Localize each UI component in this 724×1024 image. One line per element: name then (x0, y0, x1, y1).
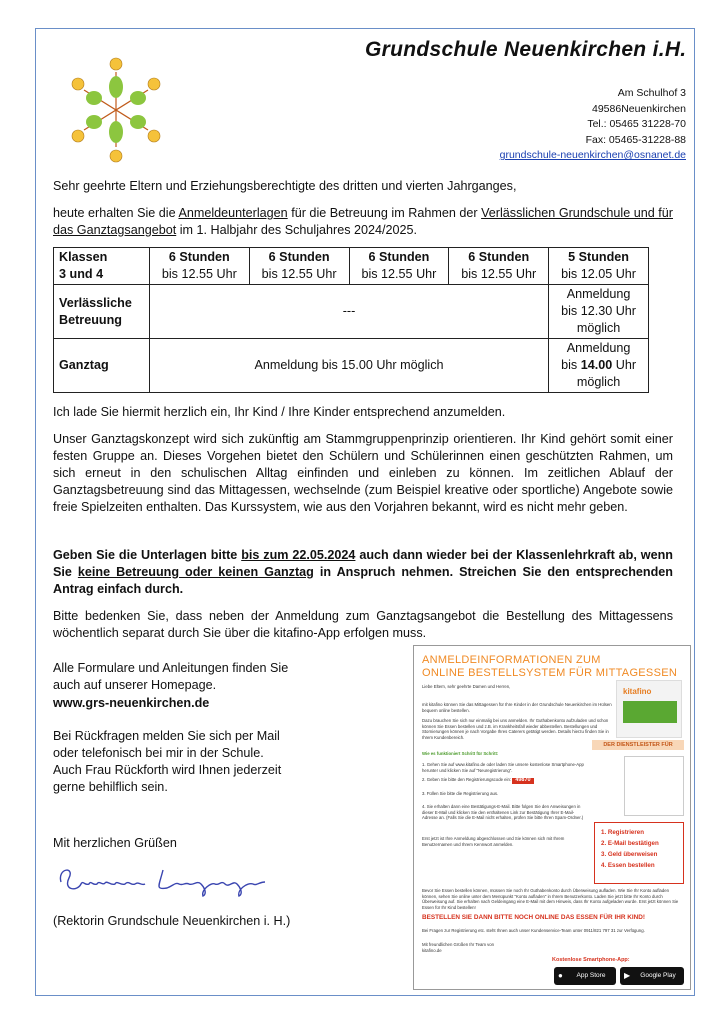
google-play-badge[interactable] (620, 967, 684, 985)
step-confirm-email: 2. E-Mail bestätigen (601, 840, 659, 847)
signature (55, 860, 285, 900)
google-play-label: Google Play (640, 972, 676, 979)
table-row (54, 248, 649, 285)
intro-text: für die Betreuung im Rahmen der (287, 206, 482, 220)
table-cell (449, 248, 549, 285)
address-city: 49586Neuenkirchen (592, 102, 686, 115)
cell-text: Klassen (59, 250, 108, 264)
steps-box (594, 822, 684, 884)
invite-paragraph: Ich lade Sie hiermit herzlich ein, Ihr Kind / Ihre Kinder entsprechend anzumelden. (53, 405, 506, 419)
table-cell (549, 339, 649, 393)
table-cell (54, 248, 150, 285)
step-transfer-money: 3. Geld überweisen (601, 851, 658, 858)
table-cell: Ganztag (54, 339, 150, 393)
app-store-badge[interactable] (554, 967, 616, 985)
step-register: 1. Registrieren (601, 829, 644, 836)
flyer-step-text: 2. Geben Sie bitte den Registrierungscode ein: (422, 777, 512, 782)
cell-text: Uhr (612, 358, 637, 372)
intro-paragraph (53, 205, 673, 239)
return-deadline: bis zum 22.05.2024 (241, 548, 356, 562)
table-cell (249, 248, 349, 285)
cell-text (552, 357, 645, 374)
flyer-text: Mit freundlichen Grüßen Ihr Team von kitafino.de (422, 942, 495, 953)
address-street: Am Schulhof 3 (617, 87, 686, 99)
return-text: auch dann wieder bei der Klassenlehrkraft ab, wenn Sie (53, 548, 673, 579)
signer-title: (Rektorin Grundschule Neuenkirchen i. H.) (53, 914, 291, 928)
table-row (54, 339, 649, 393)
return-paragraph (53, 547, 673, 598)
intro-underline-1: Anmeldeunterlagen (178, 206, 288, 220)
school-logo (66, 52, 166, 167)
table-cell (54, 285, 150, 339)
app-store-label: App Store (576, 972, 606, 979)
kitafino-banner (623, 701, 677, 723)
cell-text: 5 Stunden (568, 250, 629, 264)
table-row (54, 285, 649, 339)
kitafino-logo-box (616, 680, 682, 738)
cell-text: Verlässliche (59, 295, 132, 310)
return-text: in Anspruch nehmen. Streichen Sie den entsprechenden Antrag einfach durch. (53, 565, 673, 596)
flyer-text: Dazu brauchen Sie sich nur einmalig bei uns anmelden. Ihr Guthabenkonto aufzuladen und schon können Sie Essen bestellen und z.B. im Krankheitsfall wieder abbestellen. Bestellungen und Stornierungen können je nach Vorgabe Ihres Caterers getätigt werden. Details hierzu finden Sie in Ihrem Kundenbereich. (422, 718, 609, 740)
homepage-link[interactable]: www.grs-neuenkirchen.de (53, 696, 210, 710)
meal-paragraph: Bitte bedenken Sie, dass neben der Anmeldung zum Ganztagsangebot die Bestellung des Mittagessens wöchentlich separat durch Sie über die kitafino-App erfolgen muss. (53, 609, 673, 640)
registration-code: 49870 (512, 778, 533, 784)
address-fax: Fax: 05465-31228-88 (585, 133, 686, 146)
table-cell (349, 248, 449, 285)
cell-text: 6 Stunden (268, 250, 330, 264)
flyer-step: 4. Sie erhalten dann eine Bestätigungs-E-Mail. Bitte folgen Sie den Anweisungen in dieser E-Mail und klicken Sie den enthaltenen Link zur Bestätigung Ihrer E-Mail-Adresse an. (Falls Sie die E-Mail nicht erhalten, prüfen Sie bitte Ihren Spam-Ordner.) (422, 804, 584, 821)
cell-text: 14.00 (580, 358, 613, 372)
address-phone: Tel.: 05465 31228-70 (587, 118, 686, 131)
flyer-title (422, 654, 682, 680)
cell-text: 6 Stunden (468, 250, 530, 264)
cell-text: bis 12.30 Uhr (561, 304, 636, 318)
cell-text: bis 12.05 Uhr (561, 267, 636, 281)
table-cell: --- (149, 285, 548, 339)
cell-text: möglich (576, 375, 621, 389)
cell-text: bis 12.55 Uhr (361, 267, 437, 281)
flyer-greeting: Liebe Eltern, sehr geehrte Damen und Herren, (422, 684, 511, 689)
cell-text: Anmeldung (566, 341, 631, 355)
return-text: Geben Sie die Unterlagen bitte (53, 548, 242, 562)
cell-text: 3 und 4 (59, 267, 104, 281)
table-cell: Anmeldung bis 15.00 Uhr möglich (149, 339, 548, 393)
table-cell (149, 248, 249, 285)
flyer-title-line: ANMELDEINFORMATIONEN ZUM (422, 654, 601, 666)
kitafino-logo: kitafino (623, 687, 652, 696)
questions-paragraph: Bei Rückfragen melden Sie sich per Mail oder telefonisch bei mir in der Schule. Auch Frau Rückforth wird Ihnen jederzeit gerne behilflich sein. (53, 729, 282, 794)
flyer-text: Bei Fragen zur Registrierung etc. steht Ihnen auch unser Kundenservice-Team unter 0911/821 797 31 zur Verfügung. (422, 928, 645, 933)
cell-text: Anmeldung (566, 287, 631, 301)
flyer-step: 1. Gehen Sie auf www.kitafino.de oder laden Sie unsere kostenlose Smartphone-App herunter und klicken Sie auf "Neuregistrierung". (422, 762, 584, 773)
intro-text: im 1. Halbjahr des Schuljahres 2024/2025. (176, 223, 418, 237)
email-link[interactable]: grundschule-neuenkirchen@osnanet.de (499, 149, 686, 162)
cell-text: bis 12.55 Uhr (261, 267, 337, 281)
intro-underline-2: Verlässlichen Grundschule und für das Ganztagsangebot (53, 206, 673, 237)
flyer-cta: BESTELLEN SIE DANN BITTE NOCH ONLINE DAS ESSEN FÜR IHR KIND! (422, 914, 645, 921)
step-order-food: 4. Essen bestellen (601, 862, 655, 869)
kitafino-flyer (413, 645, 691, 990)
concept-paragraph: Unser Ganztagskonzept wird sich zukünftig am Stammgruppenprinzip orientieren. Ihr Kind gehört somit einer festen Gruppe an. Dieses Vorgehen bietet den Schülern und Schülerinnen einen geschützten Rahmen, um sich erneut in den schulischen Alltag einfinden und einleben zu können. Im zeitlichen Ablauf der Ganztagsbetreuung sind das Mittagessen, wechselnde (zum Beispiel kreative oder sportliche) Angebote sowie freie Spielzeiten enthalten. Das Kurssystem, wie aus den Vorjahren bekannt, wird es nicht mehr geben. (53, 432, 673, 514)
apple-icon: ● (558, 971, 563, 980)
cell-text: 6 Stunden (368, 250, 430, 264)
flyer-title-line: ONLINE BESTELLSYSTEM FÜR MITTAGESSEN (422, 667, 678, 679)
table-cell (549, 248, 649, 285)
return-underline: keine Betreuung oder keinen Ganztag (77, 565, 314, 579)
flyer-text: mit kitafino können Sie das Mittagessen für Ihre Kinder in der Grundschule Neuenkirchen im Hülsen bequem online bestellen. (422, 702, 612, 713)
forms-paragraph: Alle Formulare und Anleitungen finden Sie auch auf unserer Homepage. (53, 661, 289, 692)
flyer-text: Bevor Sie Essen bestellen können, müssen Sie noch Ihr Guthabenkonto durch Überweisung aufladen. Wie Sie Ihr Konto aufladen können, sehen Sie online unter dem Menüpunkt "Konto aufladen" in Ihrem Benutzerkonto. Laden Sie jetzt bitte Ihr Konto durch Überweisung auf. Sie erhalten nach Geldeingang eine E-Mail mit dem Hinweis, dass Ihr Konto aufgeladen wurde. Erst jetzt können Sie Essen für Ihr Kind bestellen! (422, 888, 679, 910)
cell-text: Betreuung (59, 312, 122, 327)
cell-text: bis (561, 358, 581, 372)
closing: Mit herzlichen Grüßen (53, 836, 177, 850)
table-cell (549, 285, 649, 339)
cell-text: 6 Stunden (168, 250, 230, 264)
free-app-label: Kostenlose Smartphone-App: (552, 957, 630, 963)
cell-text: bis 12.55 Uhr (161, 267, 237, 281)
flyer-step: 3. Füllen Sie bitte die Registrierung aus. (422, 791, 499, 796)
intro-text: heute erhalten Sie die (53, 206, 179, 220)
schedule-table (53, 247, 649, 393)
school-address (500, 86, 686, 164)
cell-text: möglich (576, 321, 621, 335)
dienstleister-banner: DER DIENSTLEISTER FÜR (592, 740, 684, 750)
school-name: Grundschule Neuenkirchen i.H. (365, 38, 687, 61)
flyer-step (422, 777, 587, 784)
app-screenshot (624, 756, 684, 816)
flyer-steps-heading: Wie es funktioniert Schritt für Schritt: (422, 751, 499, 756)
salutation: Sehr geehrte Eltern und Erziehungsberechtigte des dritten und vierten Jahrganges, (53, 179, 517, 193)
flyer-step: Erst jetzt ist Ihre Anmeldung abgeschlossen und Sie können sich mit Ihrem Benutzernamen und Ihrem Kennwort anmelden. (422, 836, 565, 847)
cell-text: bis 12.55 Uhr (461, 267, 537, 281)
play-icon: ▶ (624, 971, 631, 980)
